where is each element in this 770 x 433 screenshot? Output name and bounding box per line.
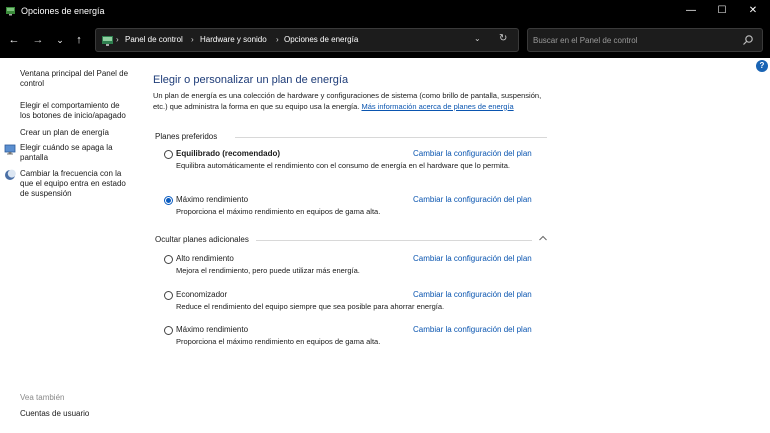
hide-additional-plans-label[interactable]: Ocultar planes adicionales bbox=[155, 235, 249, 244]
breadcrumb-hardware-y-sonido[interactable]: Hardware y sonido bbox=[200, 35, 267, 44]
change-plan-link-maximo-rendimiento[interactable]: Cambiar la configuración del plan bbox=[413, 195, 532, 204]
breadcrumb-opciones-de-energia[interactable]: Opciones de energía bbox=[284, 35, 359, 44]
plan-name-equilibrado[interactable]: Equilibrado (recomendado) bbox=[176, 149, 281, 158]
plan-name-alto-rendimiento[interactable]: Alto rendimiento bbox=[176, 254, 234, 263]
change-plan-link-alto-rendimiento[interactable]: Cambiar la configuración del plan bbox=[413, 254, 532, 263]
back-button[interactable]: ← bbox=[8, 34, 20, 46]
monitor-icon bbox=[4, 143, 16, 155]
help-icon[interactable]: ? bbox=[756, 60, 768, 72]
sidebar-item-sleep[interactable]: Cambiar la frecuencia con la que el equipo entra en estado de suspensión bbox=[20, 169, 126, 198]
plan-radio-alto-rendimiento[interactable] bbox=[164, 255, 173, 264]
sidebar-item-user-accounts[interactable]: Cuentas de usuario bbox=[20, 409, 90, 418]
plan-radio-equilibrado[interactable] bbox=[164, 150, 173, 159]
sidebar-item-display-off[interactable]: Elegir cuándo se apaga la pantalla bbox=[20, 143, 113, 162]
plan-desc-maximo-rendimiento: Proporciona el máximo rendimiento en equipos de gama alta. bbox=[176, 207, 381, 216]
chevron-up-icon[interactable] bbox=[538, 234, 548, 242]
page-description bbox=[153, 91, 548, 112]
see-also-label: Vea también bbox=[20, 393, 65, 402]
refresh-icon[interactable]: ↻ bbox=[499, 33, 508, 44]
search-input[interactable] bbox=[533, 34, 733, 47]
plan-desc-alto-rendimiento: Mejora el rendimiento, pero puede utilizar más energía. bbox=[176, 266, 360, 275]
search-box[interactable] bbox=[527, 28, 763, 52]
forward-button[interactable]: → bbox=[32, 34, 44, 46]
address-dropdown-icon[interactable]: ⌄ bbox=[474, 34, 481, 43]
power-options-icon bbox=[5, 5, 16, 16]
plan-desc-equilibrado: Equilibra automáticamente el rendimiento con el consumo de energía en el hardware que lo permita. bbox=[176, 161, 510, 170]
change-plan-link-maximo-rendimiento-2[interactable]: Cambiar la configuración del plan bbox=[413, 325, 532, 334]
plan-radio-economizador[interactable] bbox=[164, 291, 173, 300]
plan-name-maximo-rendimiento-2[interactable]: Máximo rendimiento bbox=[176, 325, 249, 334]
content-area bbox=[0, 58, 770, 433]
recent-locations-button[interactable]: ⌄ bbox=[56, 35, 64, 45]
main-panel bbox=[140, 58, 770, 433]
moon-icon bbox=[4, 169, 16, 181]
plan-name-maximo-rendimiento[interactable]: Máximo rendimiento bbox=[176, 195, 249, 204]
up-button[interactable]: ↑ bbox=[76, 34, 82, 46]
sidebar-item-power-buttons[interactable]: Elegir el comportamiento de los botones de inicio/apagado bbox=[20, 101, 126, 120]
title-bar bbox=[0, 0, 770, 22]
plan-desc-maximo-rendimiento-2: Proporciona el máximo rendimiento en equipos de gama alta. bbox=[176, 337, 381, 346]
page-title: Elegir o personalizar un plan de energía bbox=[153, 74, 349, 86]
navigation-bar bbox=[0, 22, 770, 58]
maximize-button[interactable]: ☐ bbox=[717, 5, 727, 16]
plan-name-economizador[interactable]: Economizador bbox=[176, 290, 228, 299]
group-divider bbox=[256, 240, 532, 241]
plan-desc-economizador: Reduce el rendimiento del equipo siempre que sea posible para ahorrar energía. bbox=[176, 302, 445, 311]
plan-radio-maximo-rendimiento[interactable] bbox=[164, 196, 173, 205]
address-bar[interactable] bbox=[95, 28, 519, 52]
control-panel-icon bbox=[101, 34, 114, 47]
close-button[interactable]: ✕ bbox=[748, 5, 758, 16]
sidebar-item-control-panel-home[interactable]: Ventana principal del Panel de control bbox=[20, 69, 129, 88]
preferred-plans-label: Planes preferidos bbox=[155, 132, 218, 141]
plan-radio-maximo-rendimiento-2[interactable] bbox=[164, 326, 173, 335]
search-icon[interactable] bbox=[742, 34, 754, 46]
sidebar bbox=[0, 58, 140, 433]
breadcrumb-separator: › bbox=[191, 35, 194, 44]
more-info-link[interactable]: Más información acerca de planes de energía bbox=[361, 101, 514, 111]
breadcrumb-separator: › bbox=[116, 35, 119, 44]
minimize-button[interactable]: — bbox=[686, 5, 696, 16]
breadcrumb-panel-de-control[interactable]: Panel de control bbox=[125, 35, 183, 44]
breadcrumb-separator: › bbox=[276, 35, 279, 44]
group-divider bbox=[235, 137, 547, 138]
change-plan-link-economizador[interactable]: Cambiar la configuración del plan bbox=[413, 290, 532, 299]
change-plan-link-equilibrado[interactable]: Cambiar la configuración del plan bbox=[413, 149, 532, 158]
sidebar-item-create-plan[interactable]: Crear un plan de energía bbox=[20, 128, 109, 137]
description-text: Un plan de energía es una colección de hardware y configuraciones de sistema (como brillo de pantalla, suspensión, etc.) que administra la forma en que su equipo usa la energía. bbox=[153, 91, 542, 111]
window-title: Opciones de energía bbox=[21, 6, 105, 16]
